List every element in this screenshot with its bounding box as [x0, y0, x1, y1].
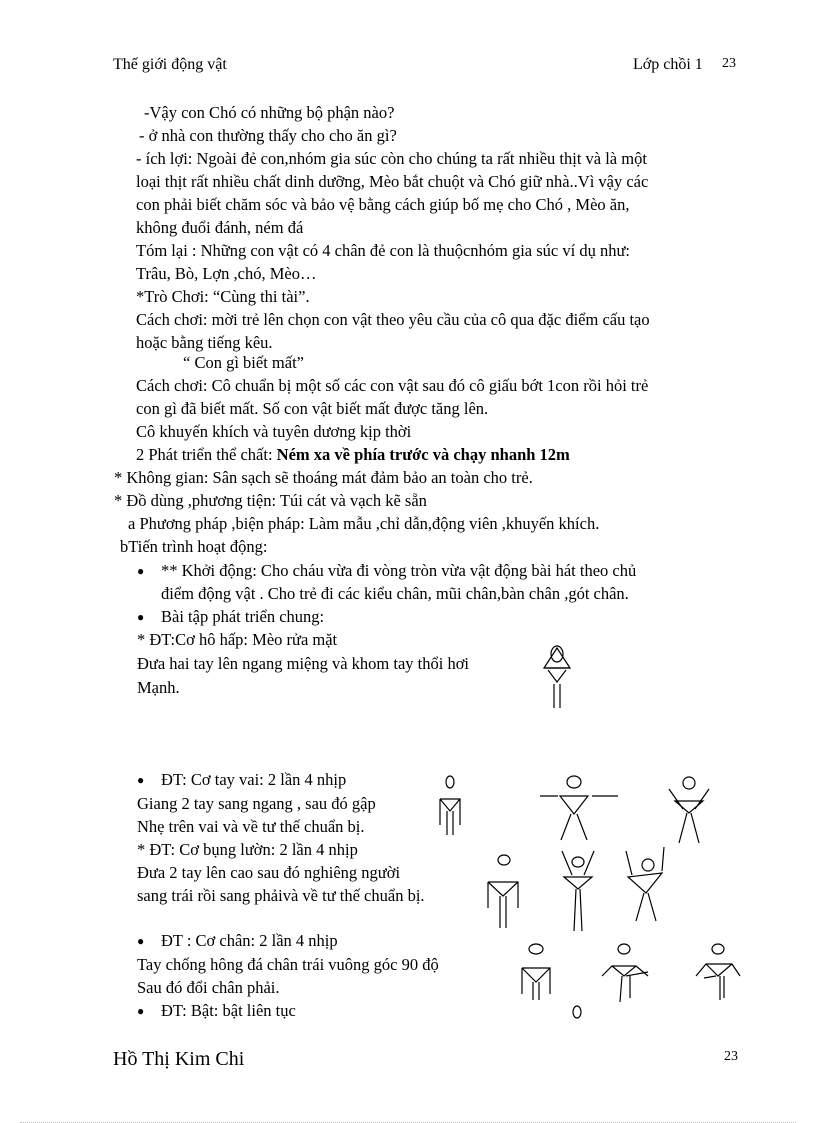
footer-page-number: 23: [724, 1049, 738, 1064]
exercise-title: ĐT: Cơ tay vai: 2 lần 4 nhịp: [161, 770, 347, 789]
text-line: -Vậy con Chó có những bộ phận nào?: [144, 103, 395, 122]
text-line: con phải biết chăm sóc và bảo vệ bằng cách giúp bố mẹ cho Chó , Mèo ăn,: [136, 195, 630, 214]
stick-figure-belly-standing: [484, 852, 524, 932]
text-line: Nhẹ trên vai và về tư thế chuẩn bị.: [137, 817, 365, 836]
text-line: Mạnh.: [137, 678, 180, 697]
text-line: Tay chống hông đá chân trái vuông góc 90 độ: [137, 955, 439, 974]
section-heading: [136, 445, 570, 465]
text-line: Cô khuyến khích và tuyên dương kịp thời: [136, 422, 412, 441]
bullet-dot: ●: [137, 773, 145, 787]
bullet-dot: ●: [137, 1004, 145, 1018]
bullet-dot: ●: [137, 934, 145, 948]
stick-figure-breathing: [540, 640, 580, 710]
bullet-text: Bài tập phát triển chung:: [161, 607, 325, 626]
text-line: Tóm lại : Những con vật có 4 chân đẻ con là thuộcnhóm gia súc ví dụ như:: [136, 241, 630, 260]
text-line: hoặc bằng tiếng kêu.: [136, 333, 273, 352]
text-line: * Không gian: Sân sạch sẽ thoáng mát đảm bảo an toàn cho trẻ.: [114, 468, 533, 487]
text-line: Đưa hai tay lên ngang miệng và khom tay thổi hơi: [137, 654, 470, 673]
text-line: sang trái rồi sang phảivà về tư thế chuẩn bị.: [137, 886, 425, 905]
bullet-dot: ●: [137, 610, 145, 624]
section-heading-prefix: 2 Phát triển thể chất:: [136, 445, 277, 464]
text-line: Cách chơi: mời trẻ lên chọn con vật theo yêu cầu của cô qua đặc điểm cấu tạo: [136, 310, 650, 329]
text-line: loại thịt rất nhiều chất dinh dưỡng, Mèo bắt chuột và Chó giữ nhà..Vì vậy các: [136, 172, 649, 191]
text-line: bTiến trình hoạt động:: [120, 537, 268, 556]
text-line: “ Con gì biết mất”: [183, 353, 304, 372]
footer-author: Hồ Thị Kim Chi: [113, 1048, 245, 1070]
exercise-title: ĐT: Bật: bật liên tục: [161, 1001, 296, 1020]
text-line: - ích lợi: Ngoài đẻ con,nhóm gia súc còn cho chúng ta rất nhiều thịt và là một: [136, 149, 647, 168]
text-line: a Phương pháp ,biện pháp: Làm mẫu ,chỉ dẫn,động viên ,khuyến khích.: [128, 514, 600, 533]
section-heading-bold: Ném xa về phía trước và chạy nhanh 12m: [276, 445, 570, 464]
stick-figure-kicking-other: [694, 942, 744, 1002]
bullet-text: điểm động vật . Cho trẻ đi các kiểu chân, mũi chân,bàn chân ,gót chân.: [161, 584, 629, 603]
text-line: Cách chơi: Cô chuẩn bị một số các con vật sau đó cô giấu bớt 1con rồi hỏi trẻ: [136, 376, 649, 395]
stick-figure-hands-on-hips: [518, 942, 558, 1002]
stick-figure-jump-head: [571, 1004, 585, 1022]
header-title: Thế giới động vật: [113, 56, 227, 73]
header-class: Lớp chồi 1: [633, 56, 703, 73]
exercise-title: * ĐT:Cơ hô hấp: Mèo rửa mặt: [137, 630, 338, 649]
stick-figure-leaning: [622, 845, 672, 925]
bullet-text: ** Khởi động: Cho cháu vừa đi vòng tròn vừa vật động bài hát theo chủ: [161, 561, 637, 580]
text-line: *Trò Chơi: “Cùng thi tài”.: [136, 287, 310, 306]
bullet-dot: ●: [137, 564, 145, 578]
header-page-number: 23: [722, 56, 736, 71]
text-line: * Đồ dùng ,phương tiện: Túi cát và vạch kẽ sẵn: [114, 491, 427, 510]
stick-figure-kicking: [596, 942, 652, 1004]
stick-figure-arms-out: [538, 772, 620, 844]
text-line: không đuổi đánh, ném đá: [136, 218, 304, 237]
text-line: con gì đã biết mất. Số con vật biết mất được tăng lên.: [136, 399, 489, 418]
text-line: Giang 2 tay sang ngang , sau đó gập: [137, 794, 376, 813]
stick-figure-arms-up: [556, 845, 602, 935]
text-line: - ở nhà con thường thấy cho cho ăn gì?: [139, 126, 397, 145]
text-line: Sau đó đổi chân phải.: [137, 978, 280, 997]
exercise-title: * ĐT: Cơ bụng lườn: 2 lần 4 nhịp: [137, 840, 358, 859]
text-line: Đưa 2 tay lên cao sau đó nghiêng người: [137, 863, 401, 882]
text-line: Trâu, Bò, Lợn ,chó, Mèo…: [136, 264, 317, 283]
exercise-title: ĐT : Cơ chân: 2 lần 4 nhịp: [161, 931, 338, 950]
stick-figure-standing: [434, 775, 470, 845]
stick-figure-arms-bent: [665, 775, 717, 847]
